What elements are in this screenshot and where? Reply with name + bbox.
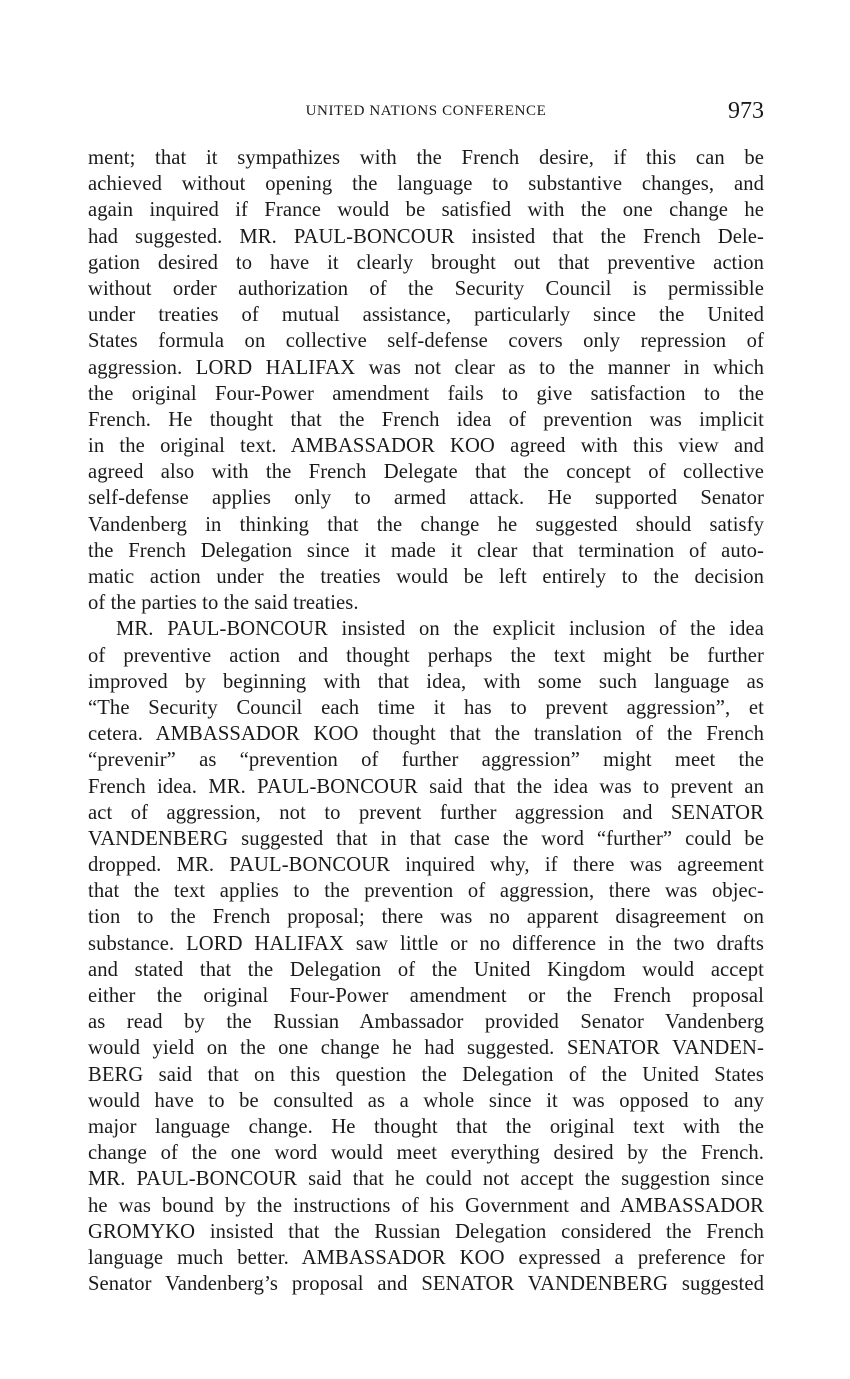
- text-line: improved by beginning with that idea, with some such language as: [88, 670, 764, 693]
- text-line: of preventive action and thought perhaps the text might be further: [88, 644, 764, 667]
- text-line: would have to be consulted as a whole since it was opposed to any: [88, 1089, 764, 1112]
- text-line: GROMYKO insisted that the Russian Delegation considered the French: [88, 1220, 764, 1243]
- text-line: BERG said that on this question the Delegation of the United States: [88, 1063, 764, 1086]
- text-line: cetera. AMBASSADOR KOO thought that the translation of the French: [88, 723, 764, 746]
- text-line: act of aggression, not to prevent further aggression and SENATOR: [88, 801, 764, 824]
- text-line: Vandenberg in thinking that the change he suggested should satisfy: [88, 513, 764, 536]
- text-line: achieved without opening the language to substantive changes, and: [88, 173, 764, 196]
- text-line: he was bound by the instructions of his Government and AMBASSADOR: [88, 1194, 764, 1217]
- text-line: under treaties of mutual assistance, particularly since the United: [88, 304, 764, 327]
- body-text: [88, 145, 764, 1297]
- text-line: ment; that it sympathizes with the French desire, if this can be: [88, 147, 764, 169]
- text-line: substance. LORD HALIFAX saw little or no difference in the two drafts: [88, 932, 764, 955]
- text-line: again inquired if France would be satisfied with the one change he: [88, 199, 764, 222]
- text-line: would yield on the one change he had suggested. SENATOR VANDEN-: [88, 1037, 764, 1060]
- text-line: MR. PAUL-BONCOUR said that he could not accept the suggestion since: [88, 1168, 764, 1191]
- text-line: self-defense applies only to armed attack. He supported Senator: [88, 487, 764, 510]
- text-line: States formula on collective self-defense covers only repression of: [88, 330, 764, 353]
- text-line: French idea. MR. PAUL-BONCOUR said that the idea was to prevent an: [88, 775, 764, 798]
- text-line: either the original Four-Power amendment or the French proposal: [88, 985, 764, 1007]
- text-line: “The Security Council each time it has to prevent aggression”, et: [88, 696, 764, 719]
- text-line: dropped. MR. PAUL-BONCOUR inquired why, if there was agreement: [88, 854, 764, 877]
- text-line: the French Delegation since it made it clear that termination of auto-: [88, 539, 764, 562]
- text-line: French. He thought that the French idea of prevention was implicit: [88, 408, 764, 431]
- paragraph-start-line: MR. PAUL-BONCOUR insisted on the explicit inclusion of the idea: [116, 618, 764, 641]
- text-line: gation desired to have it clearly brought out that preventive action: [88, 251, 764, 274]
- running-title: UNITED NATIONS CONFERENCE: [305, 103, 547, 119]
- text-line: the original Four-Power amendment fails to give satisfaction to the: [88, 382, 764, 405]
- text-line: change of the one word would meet everything desired by the French.: [88, 1142, 764, 1165]
- text-line: “prevenir” as “prevention of further aggression” might meet the: [88, 749, 764, 772]
- text-line: without order authorization of the Security Council is permissible: [88, 277, 764, 300]
- text-line: in the original text. AMBASSADOR KOO agreed with this view and: [88, 435, 764, 458]
- text-line: matic action under the treaties would be left entirely to the decision: [88, 566, 764, 588]
- text-line: that the text applies to the prevention of aggression, there was objec-: [88, 880, 764, 903]
- text-line: had suggested. MR. PAUL-BONCOUR insisted that the French Dele-: [88, 225, 764, 248]
- text-line: as read by the Russian Ambassador provided Senator Vandenberg: [88, 1011, 764, 1034]
- text-line: agreed also with the French Delegate that the concept of collective: [88, 461, 764, 484]
- page-number: 973: [728, 98, 764, 124]
- running-header: [88, 98, 764, 128]
- paragraph-end-line: of the parties to the said treaties.: [88, 592, 359, 615]
- text-line: and stated that the Delegation of the United Kingdom would accept: [88, 958, 764, 981]
- text-line: language much better. AMBASSADOR KOO expressed a preference for: [88, 1246, 764, 1269]
- text-line: VANDENBERG suggested that in that case the word “further” could be: [88, 827, 764, 850]
- text-line: aggression. LORD HALIFAX was not clear as to the manner in which: [88, 356, 764, 379]
- text-line: tion to the French proposal; there was no apparent disagreement on: [88, 906, 764, 929]
- text-line: Senator Vandenberg’s proposal and SENATOR VANDENBERG suggested: [88, 1273, 764, 1296]
- text-line: major language change. He thought that the original text with the: [88, 1115, 764, 1138]
